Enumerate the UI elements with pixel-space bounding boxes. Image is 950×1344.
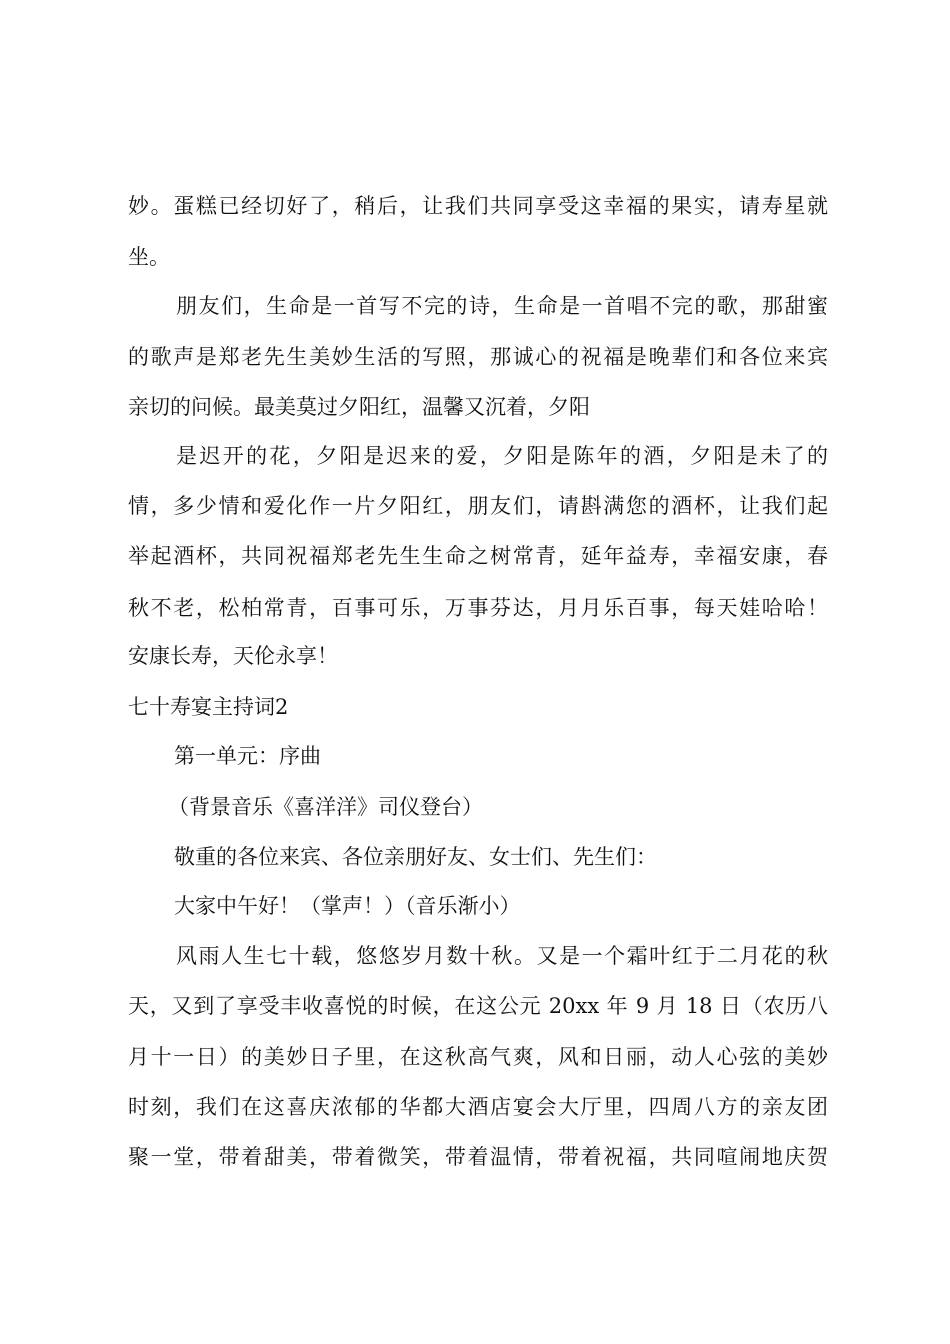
text-line: 妙。蛋糕已经切好了，稍后，让我们共同享受这幸福的果实，请寿星就 bbox=[128, 194, 828, 218]
text-line: 聚一堂，带着甜美，带着微笑，带着温情，带着祝福，共同喧闹地庆贺 bbox=[128, 1145, 828, 1169]
stage-direction: （背景音乐《喜洋洋》司仪登台） bbox=[168, 795, 483, 819]
text-line: 天，又到了享受丰收喜悦的时候，在这公元 20xx 年 9 月 18 日（农历八 bbox=[128, 994, 828, 1018]
paragraph-first-line: 风雨人生七十载，悠悠岁月数十秋。又是一个霜叶红于二月花的秋 bbox=[176, 944, 828, 968]
greeting-line: 大家中午好！（掌声！）（音乐渐小） bbox=[174, 894, 521, 918]
text-line: 月十一日）的美妙日子里，在这秋高气爽，风和日丽，动人心弦的美妙 bbox=[128, 1045, 828, 1069]
text-line: 举起酒杯，共同祝福郑老先生生命之树常青，延年益寿，幸福安康，春 bbox=[128, 544, 828, 568]
text-line: 时刻，我们在这喜庆浓郁的华都大酒店宴会大厅里，四周八方的亲友团 bbox=[128, 1095, 828, 1119]
salutation: 敬重的各位来宾、各位亲朋好友、女士们、先生们： bbox=[174, 845, 657, 869]
text-line: 坐。 bbox=[128, 245, 170, 269]
text-line: 亲切的问候。最美莫过夕阳红，温馨又沉着，夕阳 bbox=[128, 395, 590, 419]
section-heading: 七十寿宴主持词2 bbox=[128, 695, 289, 719]
paragraph-first-line: 是迟开的花，夕阳是迟来的爱，夕阳是陈年的酒，夕阳是未了的 bbox=[176, 444, 828, 468]
text-line: 安康长寿，天伦永享！ bbox=[128, 644, 338, 668]
text-line: 秋不老，松柏常青，百事可乐，万事芬达，月月乐百事，每天娃哈哈！ bbox=[128, 596, 828, 620]
unit-heading: 第一单元：序曲 bbox=[174, 744, 321, 768]
paragraph-first-line: 朋友们，生命是一首写不完的诗，生命是一首唱不完的歌，那甜蜜 bbox=[176, 294, 828, 318]
text-line: 情，多少情和爱化作一片夕阳红，朋友们，请斟满您的酒杯，让我们起 bbox=[128, 494, 828, 518]
text-line: 的歌声是郑老先生美妙生活的写照，那诚心的祝福是晚辈们和各位来宾 bbox=[128, 345, 828, 369]
